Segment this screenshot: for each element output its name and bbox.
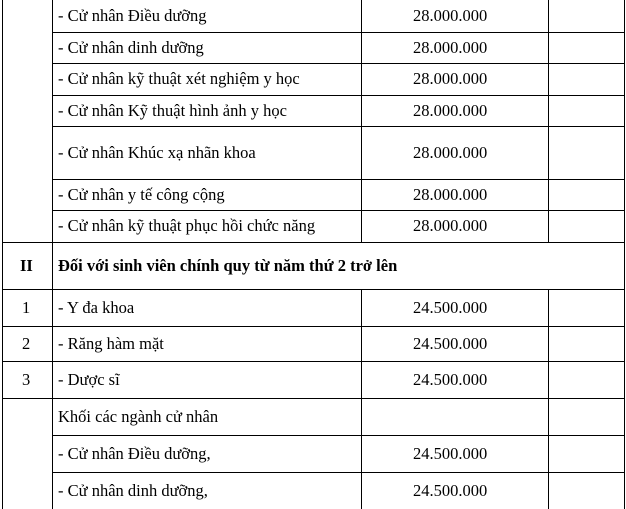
grid-line-vertical [361, 361, 362, 398]
grid-line-vertical [361, 435, 362, 472]
grid-line-vertical [52, 398, 53, 435]
grid-line-vertical [624, 289, 625, 326]
grid-line-vertical [548, 95, 549, 126]
grid-line-vertical [361, 472, 362, 509]
grid-line-vertical [548, 126, 549, 179]
grid-line-vertical [2, 398, 3, 435]
grid-line-vertical [361, 398, 362, 435]
grid-line-vertical [2, 472, 3, 509]
grid-line-vertical [2, 126, 3, 179]
grid-line-vertical [361, 0, 362, 32]
row-name: Khối các ngành cử nhân [58, 406, 219, 426]
grid-line-vertical [52, 326, 53, 361]
grid-line-vertical [624, 435, 625, 472]
grid-line-vertical [361, 95, 362, 126]
grid-line-vertical [548, 472, 549, 509]
row-name: - Cử nhân Khúc xạ nhãn khoa [58, 142, 256, 162]
grid-line-vertical [361, 326, 362, 361]
grid-line-vertical [2, 435, 3, 472]
row-name: - Cử nhân kỹ thuật xét nghiệm y học [58, 69, 300, 88]
grid-line-vertical [2, 289, 3, 326]
grid-line-vertical [624, 472, 625, 509]
grid-line-horizontal [52, 32, 624, 33]
grid-line-horizontal [52, 126, 624, 127]
row-amount: 28.000.000 [413, 142, 488, 162]
grid-line-vertical [52, 95, 53, 126]
row-amount: 28.000.000 [413, 6, 488, 25]
grid-line-vertical [548, 32, 549, 63]
grid-line-vertical [2, 326, 3, 361]
grid-line-vertical [52, 126, 53, 179]
row-index: II [20, 255, 33, 275]
grid-line-vertical [2, 210, 3, 242]
row-amount: 24.500.000 [413, 443, 488, 463]
grid-line-vertical [624, 0, 625, 32]
row-amount: 24.500.000 [413, 369, 488, 389]
row-name: Đối với sinh viên chính quy từ năm thứ 2 trở lên [58, 255, 398, 275]
row-name: - Răng hàm mặt [58, 333, 164, 353]
row-amount: 24.500.000 [413, 480, 488, 500]
grid-line-vertical [548, 179, 549, 210]
grid-line-vertical [2, 242, 3, 289]
grid-line-vertical [2, 361, 3, 398]
grid-line-vertical [624, 32, 625, 63]
grid-line-vertical [624, 398, 625, 435]
grid-line-horizontal [2, 289, 624, 290]
row-amount: 28.000.000 [413, 37, 488, 57]
row-name: - Cử nhân dinh dưỡng, [58, 480, 208, 500]
grid-line-vertical [548, 326, 549, 361]
grid-line-vertical [2, 179, 3, 210]
row-amount: 28.000.000 [413, 100, 488, 120]
grid-line-vertical [361, 289, 362, 326]
row-name: - Cử nhân Kỹ thuật hình ảnh y học [58, 100, 287, 120]
grid-line-horizontal [52, 435, 624, 436]
row-amount: 28.000.000 [413, 216, 488, 235]
grid-line-vertical [2, 32, 3, 63]
row-name: - Cử nhân dinh dưỡng [58, 37, 204, 57]
row-name: - Cử nhân Điều dưỡng [58, 6, 207, 25]
row-amount: 28.000.000 [413, 69, 488, 88]
grid-line-vertical [624, 179, 625, 210]
grid-line-vertical [52, 0, 53, 32]
grid-line-vertical [361, 179, 362, 210]
grid-line-vertical [624, 361, 625, 398]
grid-line-vertical [624, 126, 625, 179]
grid-line-vertical [361, 210, 362, 242]
grid-line-vertical [624, 63, 625, 95]
grid-line-vertical [548, 289, 549, 326]
grid-line-vertical [52, 179, 53, 210]
grid-line-vertical [624, 326, 625, 361]
grid-line-vertical [52, 361, 53, 398]
grid-line-vertical [548, 398, 549, 435]
grid-line-horizontal [52, 472, 624, 473]
grid-line-horizontal [2, 326, 624, 327]
grid-line-vertical [548, 210, 549, 242]
grid-line-vertical [548, 0, 549, 32]
grid-line-vertical [624, 242, 625, 289]
grid-line-vertical [52, 435, 53, 472]
grid-line-vertical [624, 95, 625, 126]
row-amount: 24.500.000 [413, 297, 488, 317]
grid-line-horizontal [52, 95, 624, 96]
grid-line-vertical [548, 63, 549, 95]
grid-line-horizontal [52, 63, 624, 64]
grid-line-vertical [361, 126, 362, 179]
grid-line-vertical [361, 32, 362, 63]
grid-line-horizontal [52, 179, 624, 180]
row-index: 1 [22, 297, 31, 317]
grid-line-vertical [361, 63, 362, 95]
row-amount: 28.000.000 [413, 184, 488, 204]
row-name: - Cử nhân Điều dưỡng, [58, 443, 211, 463]
grid-line-vertical [548, 435, 549, 472]
grid-line-vertical [624, 210, 625, 242]
row-name: - Cử nhân y tế công cộng [58, 184, 225, 204]
row-name: - Dược sĩ [58, 369, 120, 389]
grid-line-horizontal [2, 361, 624, 362]
row-name: - Y đa khoa [58, 297, 135, 317]
row-index: 3 [22, 369, 31, 389]
grid-line-vertical [52, 289, 53, 326]
grid-line-vertical [52, 210, 53, 242]
grid-line-vertical [52, 63, 53, 95]
grid-line-horizontal [52, 210, 624, 211]
grid-line-horizontal [2, 398, 624, 399]
row-index: 2 [22, 333, 31, 353]
grid-line-horizontal [2, 242, 624, 243]
grid-line-vertical [548, 361, 549, 398]
grid-line-vertical [2, 0, 3, 32]
grid-line-vertical [52, 242, 53, 289]
grid-line-vertical [2, 95, 3, 126]
row-name: - Cử nhân kỹ thuật phục hồi chức năng [58, 216, 316, 235]
row-amount: 24.500.000 [413, 333, 488, 353]
grid-line-vertical [52, 472, 53, 509]
grid-line-vertical [2, 63, 3, 95]
grid-line-vertical [52, 32, 53, 63]
